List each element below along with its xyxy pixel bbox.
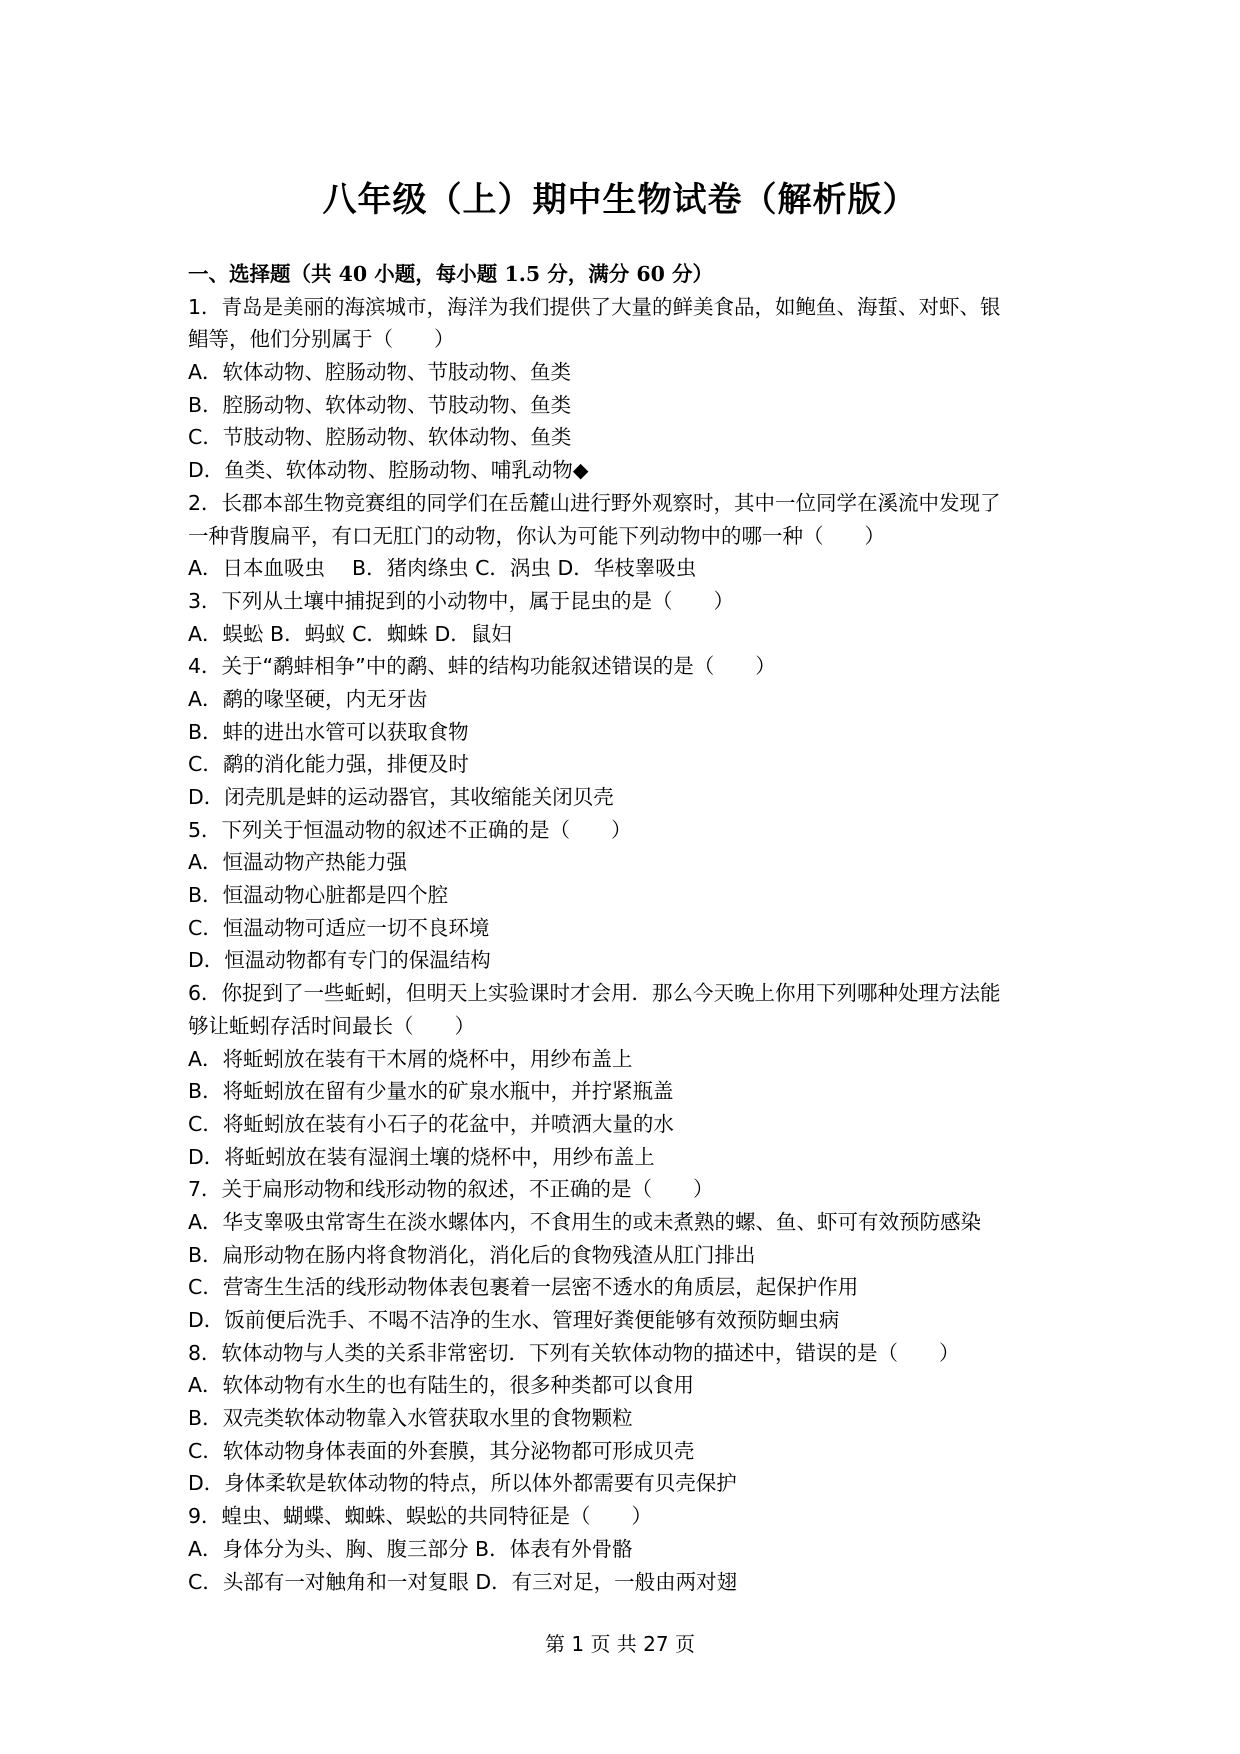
options-ab: A．身体分为头、胸、腹三部分 B．体表有外骨骼 (188, 1536, 633, 1561)
question-stem: 够让蚯蚓存活时间最长（ ） (188, 1013, 475, 1038)
option-a: A．软体动物有水生的也有陆生的，很多种类都可以食用 (188, 1373, 695, 1398)
option-b: B．腔肠动物、软体动物、节肢动物、鱼类 (188, 392, 572, 417)
question-stem: 一种背腹扁平，有口无肛门的动物，你认为可能下列动物中的哪一种（ ） (188, 523, 885, 548)
option-b: B．将蚯蚓放在留有少量水的矿泉水瓶中，并拧紧瓶盖 (188, 1079, 674, 1104)
question-stem: 6．你捉到了一些蚯蚓，但明天上实验课时才会用．那么今天晚上你用下列哪种处理方法能 (188, 981, 1001, 1006)
option-c: C．营寄生生活的线形动物体表包裹着一层密不透水的角质层，起保护作用 (188, 1275, 859, 1300)
question-1 (188, 291, 1068, 487)
option-d: D．鱼类、软体动物、腔肠动物、哺乳动物◆ (188, 458, 589, 483)
question-stem: 4．关于“鹬蚌相争”中的鹬、蚌的结构功能叙述错误的是（ ） (188, 654, 776, 679)
question-3 (188, 585, 1068, 650)
options-inline: A．日本血吸虫 B．猪肉绦虫 C．涡虫 D．华枝睾吸虫 (188, 556, 697, 581)
option-a: A．软体动物、腔肠动物、节肢动物、鱼类 (188, 360, 572, 385)
question-stem: 9．蝗虫、蝴蝶、蜘蛛、蜈蚣的共同特征是（ ） (188, 1504, 653, 1529)
option-b: B．蚌的进出水管可以获取食物 (188, 719, 469, 744)
question-stem: 8．软体动物与人类的关系非常密切．下列有关软体动物的描述中，错误的是（ ） (188, 1340, 960, 1365)
option-a: A．将蚯蚓放在装有干木屑的烧杯中，用纱布盖上 (188, 1046, 633, 1071)
question-9 (188, 1500, 1068, 1598)
option-c: C．软体动物身体表面的外套膜，其分泌物都可形成贝壳 (188, 1438, 695, 1463)
question-5 (188, 814, 1068, 977)
option-a: A．鹬的喙坚硬，内无牙齿 (188, 686, 428, 711)
question-2 (188, 487, 1068, 585)
document-title: 八年级（上）期中生物试卷（解析版） (322, 180, 918, 220)
option-a: A．华支睾吸虫常寄生在淡水螺体内，不食用生的或未煮熟的螺、鱼、虾可有效预防感染 (188, 1209, 982, 1234)
option-c: C．鹬的消化能力强，排便及时 (188, 752, 469, 777)
options-inline: A．蜈蚣 B．蚂蚁 C．蜘蛛 D．鼠妇 (188, 621, 512, 646)
question-7 (188, 1173, 1068, 1336)
option-c: C．将蚯蚓放在装有小石子的花盆中，并喷洒大量的水 (188, 1111, 674, 1136)
option-d: D．身体柔软是软体动物的特点，所以体外都需要有贝壳保护 (188, 1471, 737, 1496)
question-4 (188, 650, 1068, 813)
option-b: B．恒温动物心脏都是四个腔 (188, 883, 449, 908)
options-cd: C．头部有一对触角和一对复眼 D．有三对足，一般由两对翅 (188, 1569, 738, 1594)
option-a: A．恒温动物产热能力强 (188, 850, 408, 875)
question-stem: 鲳等，他们分别属于（ ） (188, 327, 455, 352)
option-d: D．闭壳肌是蚌的运动器官，其收缩能关闭贝壳 (188, 785, 614, 809)
question-6 (188, 977, 1068, 1173)
section-heading: 一、选择题（共 40 小题，每小题 1.5 分，满分 60 分） (188, 262, 714, 286)
option-d: D．将蚯蚓放在装有湿润土壤的烧杯中，用纱布盖上 (188, 1144, 655, 1169)
question-stem: 1．青岛是美丽的海滨城市，海洋为我们提供了大量的鲜美食品，如鲍鱼、海蜇、对虾、银 (188, 294, 1001, 319)
option-d: D．恒温动物都有专门的保温结构 (188, 948, 491, 973)
option-b: B．双壳类软体动物靠入水管获取水里的食物颗粒 (188, 1406, 633, 1431)
question-stem: 7．关于扁形动物和线形动物的叙述，不正确的是（ ） (188, 1177, 714, 1202)
page-footer: 第 1 页 共 27 页 (545, 1632, 695, 1656)
option-b: B．扁形动物在肠内将食物消化，消化后的食物残渣从肛门排出 (188, 1242, 756, 1267)
question-stem: 2．长郡本部生物竞赛组的同学们在岳麓山进行野外观察时，其中一位同学在溪流中发现了 (188, 490, 1001, 515)
question-8 (188, 1337, 1068, 1500)
question-stem: 5．下列关于恒温动物的叙述不正确的是（ ） (188, 817, 632, 842)
option-d: D．饭前便后洗手、不喝不洁净的生水、管理好粪便能够有效预防蛔虫病 (188, 1308, 840, 1332)
question-stem: 3．下列从土壤中捕捉到的小动物中，属于昆虫的是（ ） (188, 588, 735, 613)
option-c: C．恒温动物可适应一切不良环境 (188, 915, 490, 940)
document-body (188, 258, 1068, 1598)
option-c: C．节肢动物、腔肠动物、软体动物、鱼类 (188, 425, 572, 450)
